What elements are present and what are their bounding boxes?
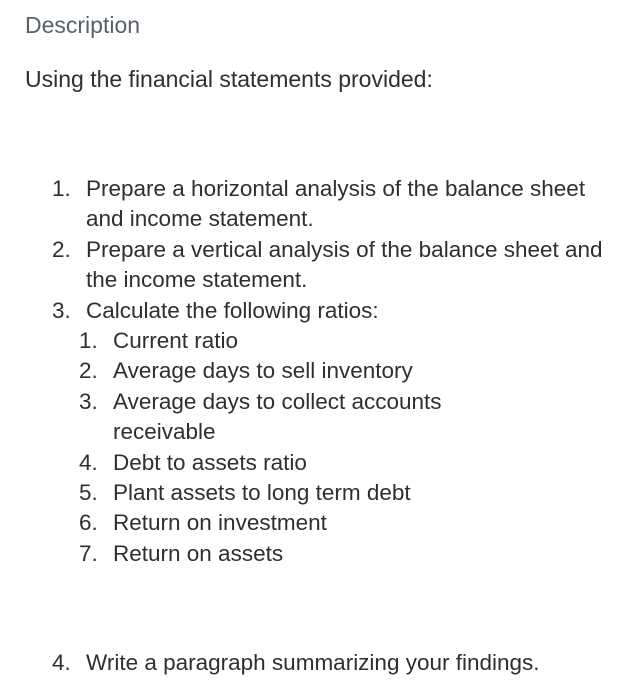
sub-list-item xyxy=(40,387,606,448)
sub-list-item xyxy=(40,539,606,569)
sub-list-item xyxy=(40,448,606,478)
item-number: 5. xyxy=(79,480,98,506)
item-number: 1. xyxy=(79,328,98,354)
item-text: Prepare a horizontal analysis of the balance sheet and income statement. xyxy=(86,176,586,232)
section-title: Description xyxy=(25,12,141,38)
item-text: Average days to sell inventory xyxy=(113,358,413,384)
item-number: 1. xyxy=(52,176,71,201)
item-number: 3. xyxy=(52,297,71,323)
list-item xyxy=(40,648,606,678)
item-text: Prepare a vertical analysis of the balance sheet and the income statement. xyxy=(86,236,603,293)
sub-list-item xyxy=(40,478,606,508)
item-text: Calculate the following ratios: xyxy=(86,297,379,323)
task-list xyxy=(40,174,606,679)
item-number: 4. xyxy=(52,650,71,676)
intro-text: Using the financial statements provided: xyxy=(25,66,433,92)
item-text: Write a paragraph summarizing your findings. xyxy=(86,650,540,676)
item-number: 3. xyxy=(79,388,98,414)
list-item xyxy=(40,296,606,326)
sub-list-item xyxy=(40,326,606,356)
ratio-sublist xyxy=(40,326,606,569)
item-text: Debt to assets ratio xyxy=(113,449,307,475)
item-text: Return on assets xyxy=(113,540,284,566)
item-number: 6. xyxy=(79,510,98,536)
list-item xyxy=(40,235,606,296)
item-number: 2. xyxy=(52,236,71,262)
sub-list-item xyxy=(40,508,606,538)
item-number: 2. xyxy=(79,358,98,384)
item-text: Average days to collect accounts receivable xyxy=(113,388,442,445)
item-text: Plant assets to long term debt xyxy=(113,480,411,506)
item-text: Return on investment xyxy=(113,510,327,536)
list-item xyxy=(40,174,606,235)
sub-list-item xyxy=(40,356,606,386)
item-number: 7. xyxy=(79,540,98,566)
item-text: Current ratio xyxy=(113,328,239,354)
item-number: 4. xyxy=(79,449,98,475)
